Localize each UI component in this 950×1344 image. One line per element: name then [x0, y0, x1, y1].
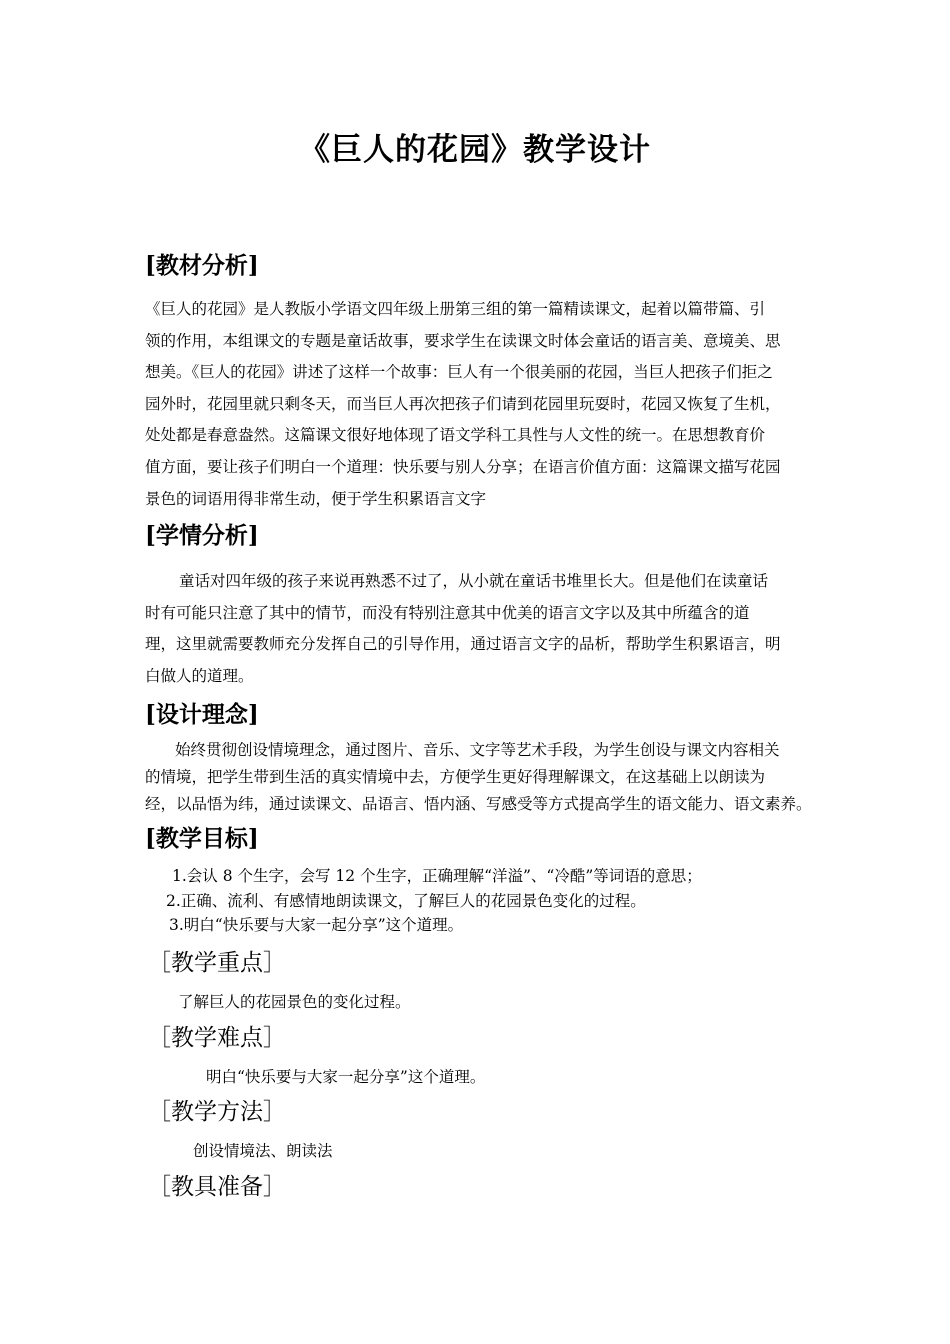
paragraph-textbook-analysis [145, 294, 815, 515]
methods-text: 创设情境法、朗读法 [193, 1142, 333, 1160]
heading-methods: ［教学方法］ [148, 1099, 286, 1125]
text-line: 理，这里就需要教师充分发挥自己的引导作用，通过语言文字的品析，帮助学生积累语言，明 [145, 635, 781, 653]
text-line: 处处都是春意盎然。这篇课文很好地体现了语文学科工具性与人文性的统一。在思想教育价 [145, 426, 766, 445]
objective-item-1: 1.会认 8 个生字，会写 12 个生字，正确理解“洋溢”、“冷酷”等词语的意思； [172, 867, 702, 885]
text-line: 想美。《巨人的花园》讲述了这样一个故事：巨人有一个很美丽的花园，当巨人把孩子们拒之 [145, 363, 773, 382]
objective-item-2: 2.正确、流利、有感情地朗读课文，了解巨人的花园景色变化的过程。 [166, 892, 646, 910]
text-line: 领的作用，本组课文的专题是童话故事，要求学生在读课文时体会童话的语言美、意境美、思 [145, 331, 781, 350]
text-line: 园外时，花园里就只剩冬天，而当巨人再次把孩子们请到花园里玩耍时，花园又恢复了生机， [145, 394, 781, 413]
text-line: 始终贯彻创设情境理念，通过图片、音乐、文字等艺术手段，为学生创设与课文内容相关 [175, 741, 780, 759]
text-line: 白做人的道理。 [145, 666, 254, 685]
heading-student-analysis: [学情分析] [145, 522, 259, 549]
text-line: 时有可能只注意了其中的情节，而没有特别注意其中优美的语言文字以及其中所蕴含的道 [145, 603, 750, 622]
heading-objectives: [教学目标] [145, 825, 259, 852]
difficulties-text: 明白“快乐要与大家一起分享”这个道理。 [206, 1068, 486, 1086]
text-line: 值方面，要让孩子们明白一个道理：快乐要与别人分享；在语言价值方面：这篇课文描写花园 [145, 457, 781, 476]
text-line: 童话对四年级的孩子来说再熟悉不过了，从小就在童话书堆里长大。但是他们在读童话 [179, 572, 769, 590]
text-line: 的情境，把学生带到生活的真实情境中去，方便学生更好得理解课文，在这基础上以朗读为 [145, 768, 766, 786]
paragraph-design-concept [145, 737, 815, 818]
objective-item-3: 3.明白“快乐要与大家一起分享”这个道理。 [169, 916, 464, 934]
document-title: 《巨人的花园》教学设计 [299, 132, 651, 168]
heading-tools: ［教具准备］ [148, 1174, 286, 1200]
heading-difficulties: ［教学难点］ [148, 1025, 286, 1051]
heading-key-points: ［教学重点］ [148, 950, 286, 976]
text-line: 《巨人的花园》是人教版小学语文四年级上册第三组的第一篇精读课文，起着以篇带篇、引 [145, 300, 766, 318]
heading-design-concept: [设计理念] [145, 701, 259, 728]
heading-textbook-analysis: [教材分析] [145, 252, 259, 279]
text-line: 经，以品悟为纬，通过读课文、品语言、悟内涵、写感受等方式提高学生的语文能力、语文素养。 [145, 795, 812, 813]
key-points-text: 了解巨人的花园景色的变化过程。 [178, 993, 411, 1011]
text-line: 景色的词语用得非常生动，便于学生积累语言文字 [145, 489, 487, 508]
paragraph-student-analysis [145, 566, 815, 692]
